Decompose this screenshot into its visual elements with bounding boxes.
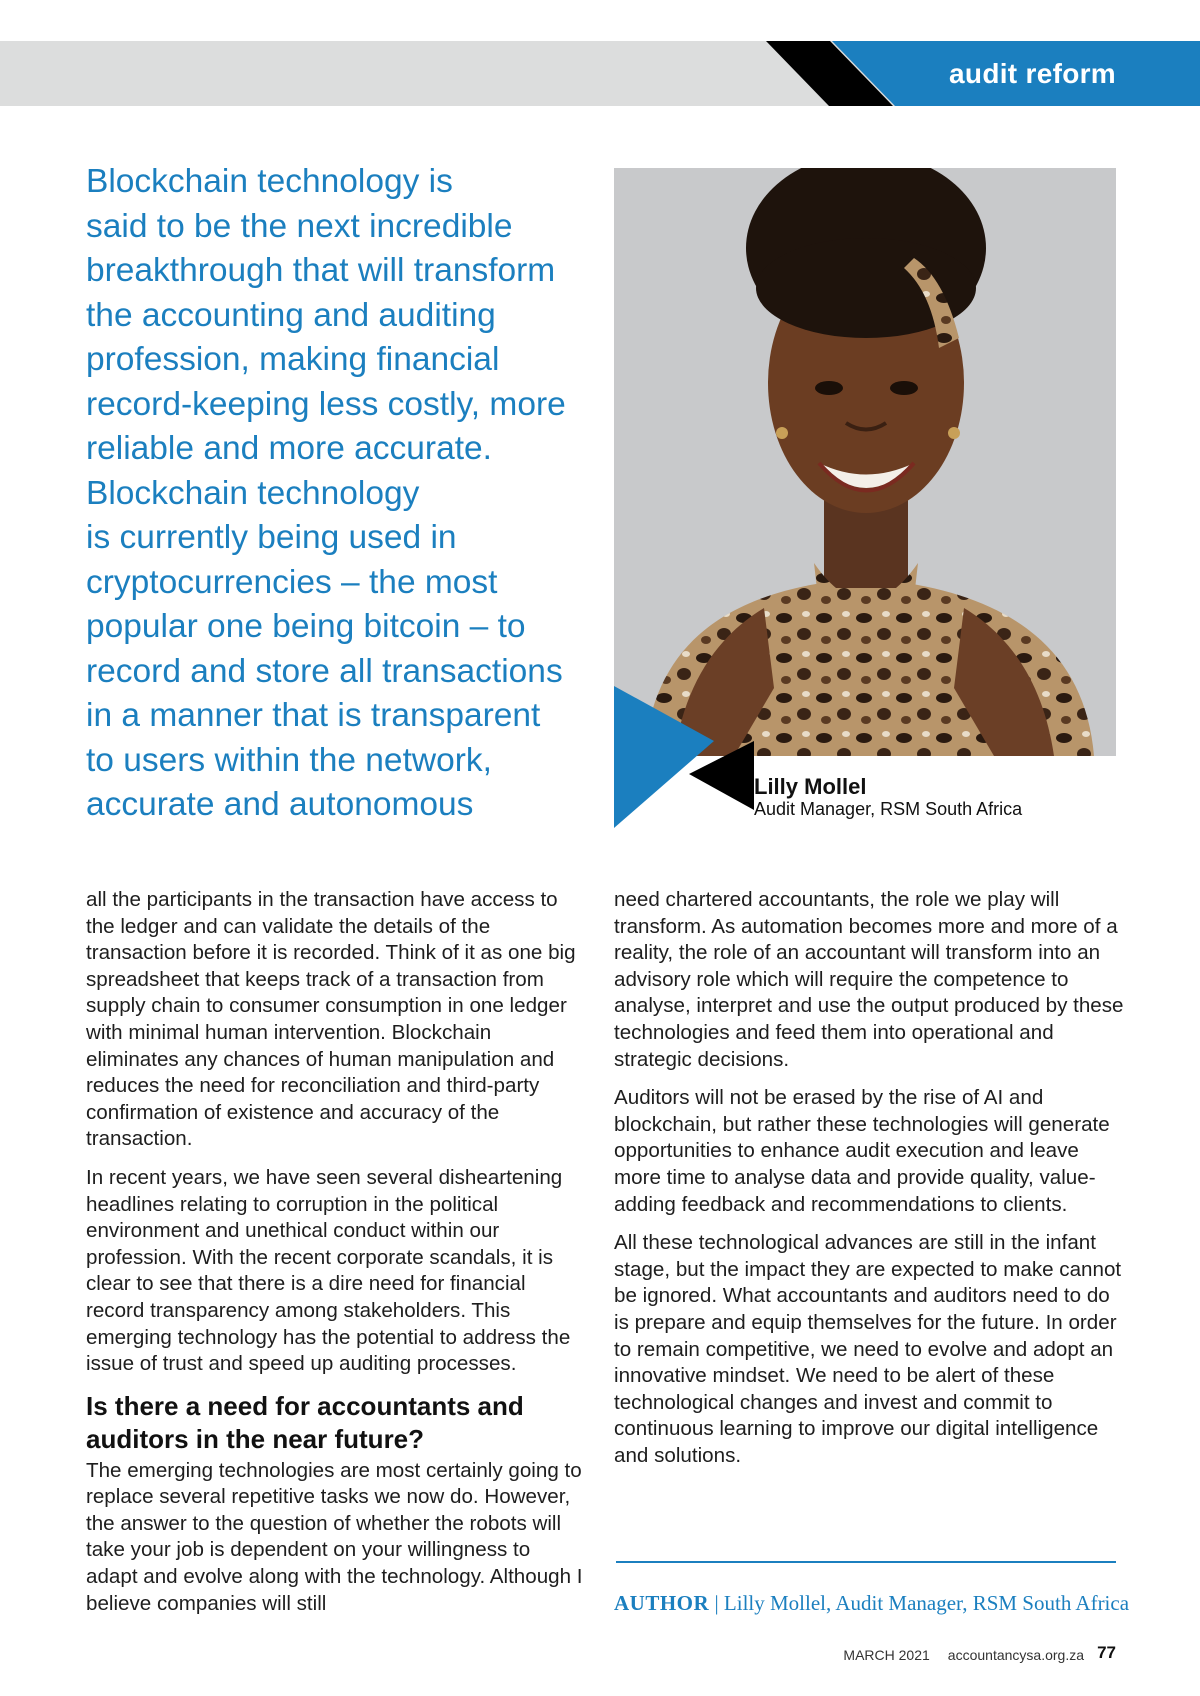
pull-quote-line: cryptocurrencies – the most [86, 563, 498, 601]
portrait-illustration [614, 168, 1116, 756]
footer-url[interactable]: accountancysa.org.za [947, 1647, 1084, 1663]
body-paragraph: The emerging technologies are most certainly going to replace several repetitive tasks we now do. However, the answer to the question of whether the robots will take your job is dependent on your willingness to adapt and evolve along with the technology. Although I believe companies will still [86, 1458, 583, 1615]
body-paragraph: need chartered accountants, the role we play will transform. As automation becomes more and more of a reality, the role of an accountant will transform into an advisory role which will require the competence to analyse, interpret and use the output produced by these technologies and feed them into operational and strategic decisions. [614, 888, 1124, 1071]
pull-quote-line: record and store all transactions [86, 652, 563, 690]
pull-quote-line: the accounting and auditing [86, 296, 496, 334]
pull-quote-line: said to be the next incredible [86, 207, 513, 245]
section-subheading: Is there a need for accountants and auditors in the near future? [86, 1390, 524, 1454]
body-paragraph: all the participants in the transaction have access to the ledger and can validate the details of the transaction before it is recorded. Think of it as one big spreadsheet that keeps track of a transaction from supply chain to consumer consumption in one ledger with minimal human intervention. Blockchain eliminates any chances of human manipulation and reduces the need for reconciliation and third-party confirmation of existence and accuracy of the transaction. [86, 888, 576, 1151]
author-text: Lilly Mollel, Audit Manager, RSM South Africa [723, 1591, 1130, 1615]
author-label: AUTHOR [614, 1591, 710, 1615]
page-footer [843, 1647, 1084, 1663]
pull-quote-line: reliable and more accurate. [86, 430, 492, 467]
pull-quote-line: accurate and autonomous [86, 786, 474, 823]
issue-date: MARCH 2021 [843, 1647, 930, 1663]
portrait-photo [614, 168, 1116, 756]
pull-quote-line: record-keeping less costly, more [86, 385, 566, 423]
pull-quote [86, 160, 606, 828]
pull-quote-line: breakthrough that will transform [86, 252, 556, 289]
body-paragraph: All these technological advances are still in the infant stage, but the impact they are expected to make cannot be ignored. What accountants and auditors need to do is prepare and equip themselves for the future. In order to remain competitive, we need to evolve and adopt an innovative mindset. We need to be alert of these technological changes and invest and commit to continuous learning to improve our digital intelligence and solutions. [614, 1231, 1122, 1467]
pull-quote-line: profession, making financial [86, 341, 500, 378]
pull-quote-line: Blockchain technology [86, 474, 420, 512]
left-column [86, 887, 586, 1629]
photo-caption-role: Audit Manager, RSM South Africa [754, 799, 1023, 819]
body-paragraph: In recent years, we have seen several disheartening headlines relating to corruption in the political environment and unethical conduct within our profession. With the recent corporate scandals, it is clear to see that there is a dire need for financial record transparency among stakeholders. This emerging technology has the potential to address the issue of trust and speed up auditing processes. [86, 1165, 571, 1376]
author-separator: | [714, 1591, 719, 1615]
body-paragraph: Auditors will not be erased by the rise of AI and blockchain, but rather these technologies will generate opportunities to enhance audit execution and leave more time to analyse data and provide quality, value-adding feedback and recommendations to clients. [614, 1086, 1110, 1216]
pull-quote-line: in a manner that is transparent [86, 697, 541, 734]
pull-quote-line: Blockchain technology is [86, 163, 453, 200]
author-credit [614, 1591, 1129, 1616]
pull-quote-line: is currently being used in [86, 519, 457, 556]
pull-quote-line: popular one being bitcoin – to [86, 608, 526, 645]
author-divider [616, 1561, 1116, 1563]
right-column [614, 887, 1124, 1481]
pull-quote-line: to users within the network, [86, 741, 492, 779]
page-number: 77 [1097, 1643, 1116, 1662]
caption-blue-triangle [614, 686, 714, 828]
photo-caption-name: Lilly Mollel [754, 774, 867, 799]
section-label: audit reform [949, 58, 1116, 89]
caption-triangle-graphic [614, 686, 754, 828]
